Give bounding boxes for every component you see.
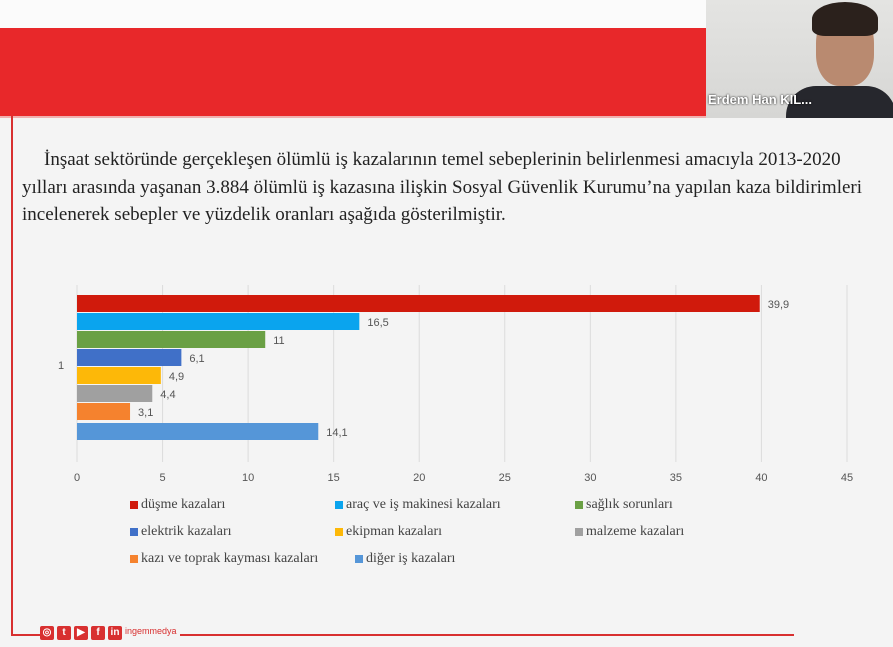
x-tick-label: 35 [669, 472, 683, 484]
social-handle: ingemmedya [125, 626, 177, 636]
x-tick-label: 15 [327, 472, 340, 484]
bar-araç-ve-iş-makinesi-kazaları [77, 313, 359, 330]
legend-item [575, 497, 673, 513]
youtube-icon[interactable]: ▶ [74, 626, 88, 640]
twitter-icon[interactable]: t [57, 626, 71, 640]
x-tick-label: 10 [241, 472, 255, 484]
legend-item [335, 524, 442, 540]
legend-item [130, 497, 225, 513]
x-tick-label: 40 [755, 472, 768, 484]
x-tick-label: 45 [840, 472, 854, 484]
legend-swatch [130, 501, 138, 509]
bar-diğer-iş-kazaları [77, 423, 318, 440]
legend-label: malzeme kazaları [586, 524, 685, 539]
legend-item [355, 551, 455, 567]
legend-swatch [335, 528, 343, 536]
bar-ekipman-kazaları [77, 367, 161, 384]
legend-label: araç ve iş makinesi kazaları [346, 497, 501, 512]
legend-swatch [130, 528, 138, 536]
participant-name: Erdem Han KIL... [708, 92, 813, 107]
bar-kazı-ve-toprak-kayması-kazaları [77, 403, 130, 420]
data-label: 16,5 [367, 317, 389, 329]
legend-item [130, 551, 318, 567]
instagram-icon[interactable]: ◎ [40, 626, 54, 640]
legend-item [130, 524, 232, 540]
bar-malzeme-kazaları [77, 385, 152, 402]
x-tick-label: 20 [413, 472, 426, 484]
legend-label: elektrik kazaları [141, 524, 232, 539]
data-label: 39,9 [767, 299, 790, 311]
legend-swatch [335, 501, 343, 509]
legend-swatch [575, 501, 583, 509]
linkedin-icon[interactable]: in [108, 626, 122, 640]
bar-sağlık-sorunları [77, 331, 265, 348]
category-label: 1 [58, 360, 65, 372]
x-tick-label: 30 [584, 472, 597, 484]
legend-label: diğer iş kazaları [366, 551, 456, 566]
legend-item [575, 524, 684, 540]
facebook-icon[interactable]: f [91, 626, 105, 640]
legend-swatch [130, 555, 138, 563]
data-label: 11 [273, 335, 285, 347]
data-label: 14,1 [326, 427, 348, 439]
data-label: 3,1 [138, 407, 154, 419]
data-label: 4,9 [168, 371, 185, 383]
x-tick-label: 25 [498, 472, 511, 484]
legend-label: düşme kazaları [141, 497, 226, 512]
slide-paragraph: İnşaat sektöründe gerçekleşen ölümlü iş kazalarının temel sebeplerinin belirlenmesi amacıyla 2013-2020 yılları arasında yaşanan 3.884 ölümlü iş kazasına ilişkin Sosyal Güvenlik Kurumu’na yapılan kaza bildirimleri incelenerek sebepler ve yüzdelik oranları aşağıda gösterilmiştir. [22, 149, 863, 225]
x-tick-label: 0 [73, 472, 81, 484]
x-tick-label: 5 [159, 472, 166, 484]
legend-label: ekipman kazaları [346, 524, 443, 539]
data-label: 4,4 [160, 389, 176, 401]
legend-label: kazı ve toprak kayması kazaları [141, 551, 319, 566]
legend-label: sağlık sorunları [586, 497, 673, 512]
data-label: 6,1 [189, 353, 205, 365]
legend-swatch [355, 555, 363, 563]
legend-item [335, 497, 501, 513]
legend-swatch [575, 528, 583, 536]
bar-düşme-kazaları [77, 295, 760, 312]
bar-elektrik-kazaları [77, 349, 181, 366]
